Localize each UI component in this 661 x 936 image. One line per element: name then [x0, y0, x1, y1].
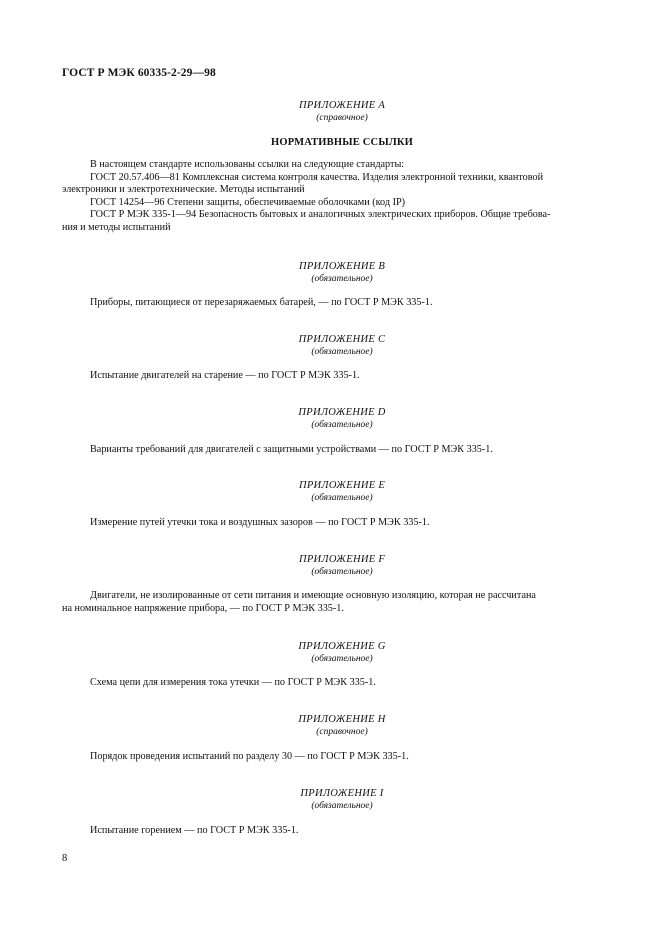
- annex-g-text: Схема цепи для измерения тока утечки — по ГОСТ Р МЭК 335-1.: [90, 677, 376, 688]
- document-code-header: ГОСТ Р МЭК 60335-2-29—98: [62, 67, 216, 79]
- annex-g-title: ПРИЛОЖЕНИЕ G: [298, 641, 386, 652]
- annex-b-body: [62, 297, 600, 310]
- annex-d-text: Варианты требований для двигателей с защитными устройствами — по ГОСТ Р МЭК 335-1.: [90, 444, 493, 455]
- annex-h-text: Порядок проведения испытаний по разделу 30 — по ГОСТ Р МЭК 335-1.: [90, 751, 409, 762]
- reference-3-line-2: ния и методы испытаний: [62, 221, 171, 233]
- annex-h-note: (справочное): [316, 727, 368, 737]
- normative-references-heading: НОРМАТИВНЫЕ ССЫЛКИ: [270, 137, 414, 148]
- annex-i-body: [62, 825, 600, 838]
- annex-e-text: Измерение путей утечки тока и воздушных зазоров — по ГОСТ Р МЭК 335-1.: [90, 517, 430, 528]
- reference-1-line-1: ГОСТ 20.57.406—81 Комплексная система контроля качества. Изделия электронной техники, квантовой: [90, 171, 544, 183]
- annex-a-intro: В настоящем стандарте использованы ссылки на следующие стандарты:: [90, 159, 405, 170]
- reference-3-line-1: ГОСТ Р МЭК 335-1—94 Безопасность бытовых и аналогичных электрических приборов. Общие требова-: [90, 209, 551, 220]
- annex-f-text-line-2: на номинальное напряжение прибора, — по ГОСТ Р МЭК 335-1.: [62, 602, 344, 614]
- annex-b-text: Приборы, питающиеся от перезаряжаемых батарей, — по ГОСТ Р МЭК 335-1.: [90, 297, 433, 308]
- annex-c-title: ПРИЛОЖЕНИЕ С: [298, 334, 386, 345]
- annex-d-body: [62, 444, 600, 457]
- annex-d-note: (обязательное): [311, 420, 373, 430]
- annex-g-note: (обязательное): [311, 654, 373, 664]
- annex-b-title: ПРИЛОЖЕНИЕ В: [298, 261, 386, 272]
- annex-g-body: [62, 677, 600, 690]
- annex-e-title: ПРИЛОЖЕНИЕ Е: [298, 480, 386, 491]
- annex-a-title: ПРИЛОЖЕНИЕ А: [298, 100, 386, 111]
- annex-c-text: Испытание двигателей на старение — по ГОСТ Р МЭК 335-1.: [90, 370, 360, 381]
- reference-2-line-1: ГОСТ 14254—96 Степени защиты, обеспечиваемые оболочками (код IP): [90, 196, 406, 208]
- page-number: 8: [62, 853, 68, 864]
- annex-f-note: (обязательное): [311, 567, 373, 577]
- annex-b-note: (обязательное): [311, 274, 373, 284]
- annex-c-note: (обязательное): [311, 347, 373, 357]
- annex-i-note: (обязательное): [311, 801, 373, 811]
- annex-a-note: (справочное): [316, 113, 368, 123]
- reference-1-line-2: электроники и электротехнические. Методы испытаний: [62, 184, 305, 195]
- annex-d-title: ПРИЛОЖЕНИЕ D: [298, 407, 386, 418]
- annex-c-body: [62, 370, 600, 383]
- annex-f-title: ПРИЛОЖЕНИЕ F: [298, 554, 386, 565]
- annex-i-title: ПРИЛОЖЕНИЕ I: [300, 788, 384, 799]
- annex-h-body: [62, 751, 600, 764]
- annex-a-body: [62, 159, 600, 234]
- annex-e-note: (обязательное): [311, 493, 373, 503]
- annex-f-text-line-1: Двигатели, не изолированные от сети питания и имеющие основную изоляцию, которая не рассчитана: [90, 590, 536, 601]
- annex-f-body: [62, 590, 600, 615]
- annex-e-body: [62, 517, 600, 530]
- annex-h-title: ПРИЛОЖЕНИЕ Н: [298, 714, 386, 725]
- annex-i-text: Испытание горением — по ГОСТ Р МЭК 335-1.: [90, 825, 299, 836]
